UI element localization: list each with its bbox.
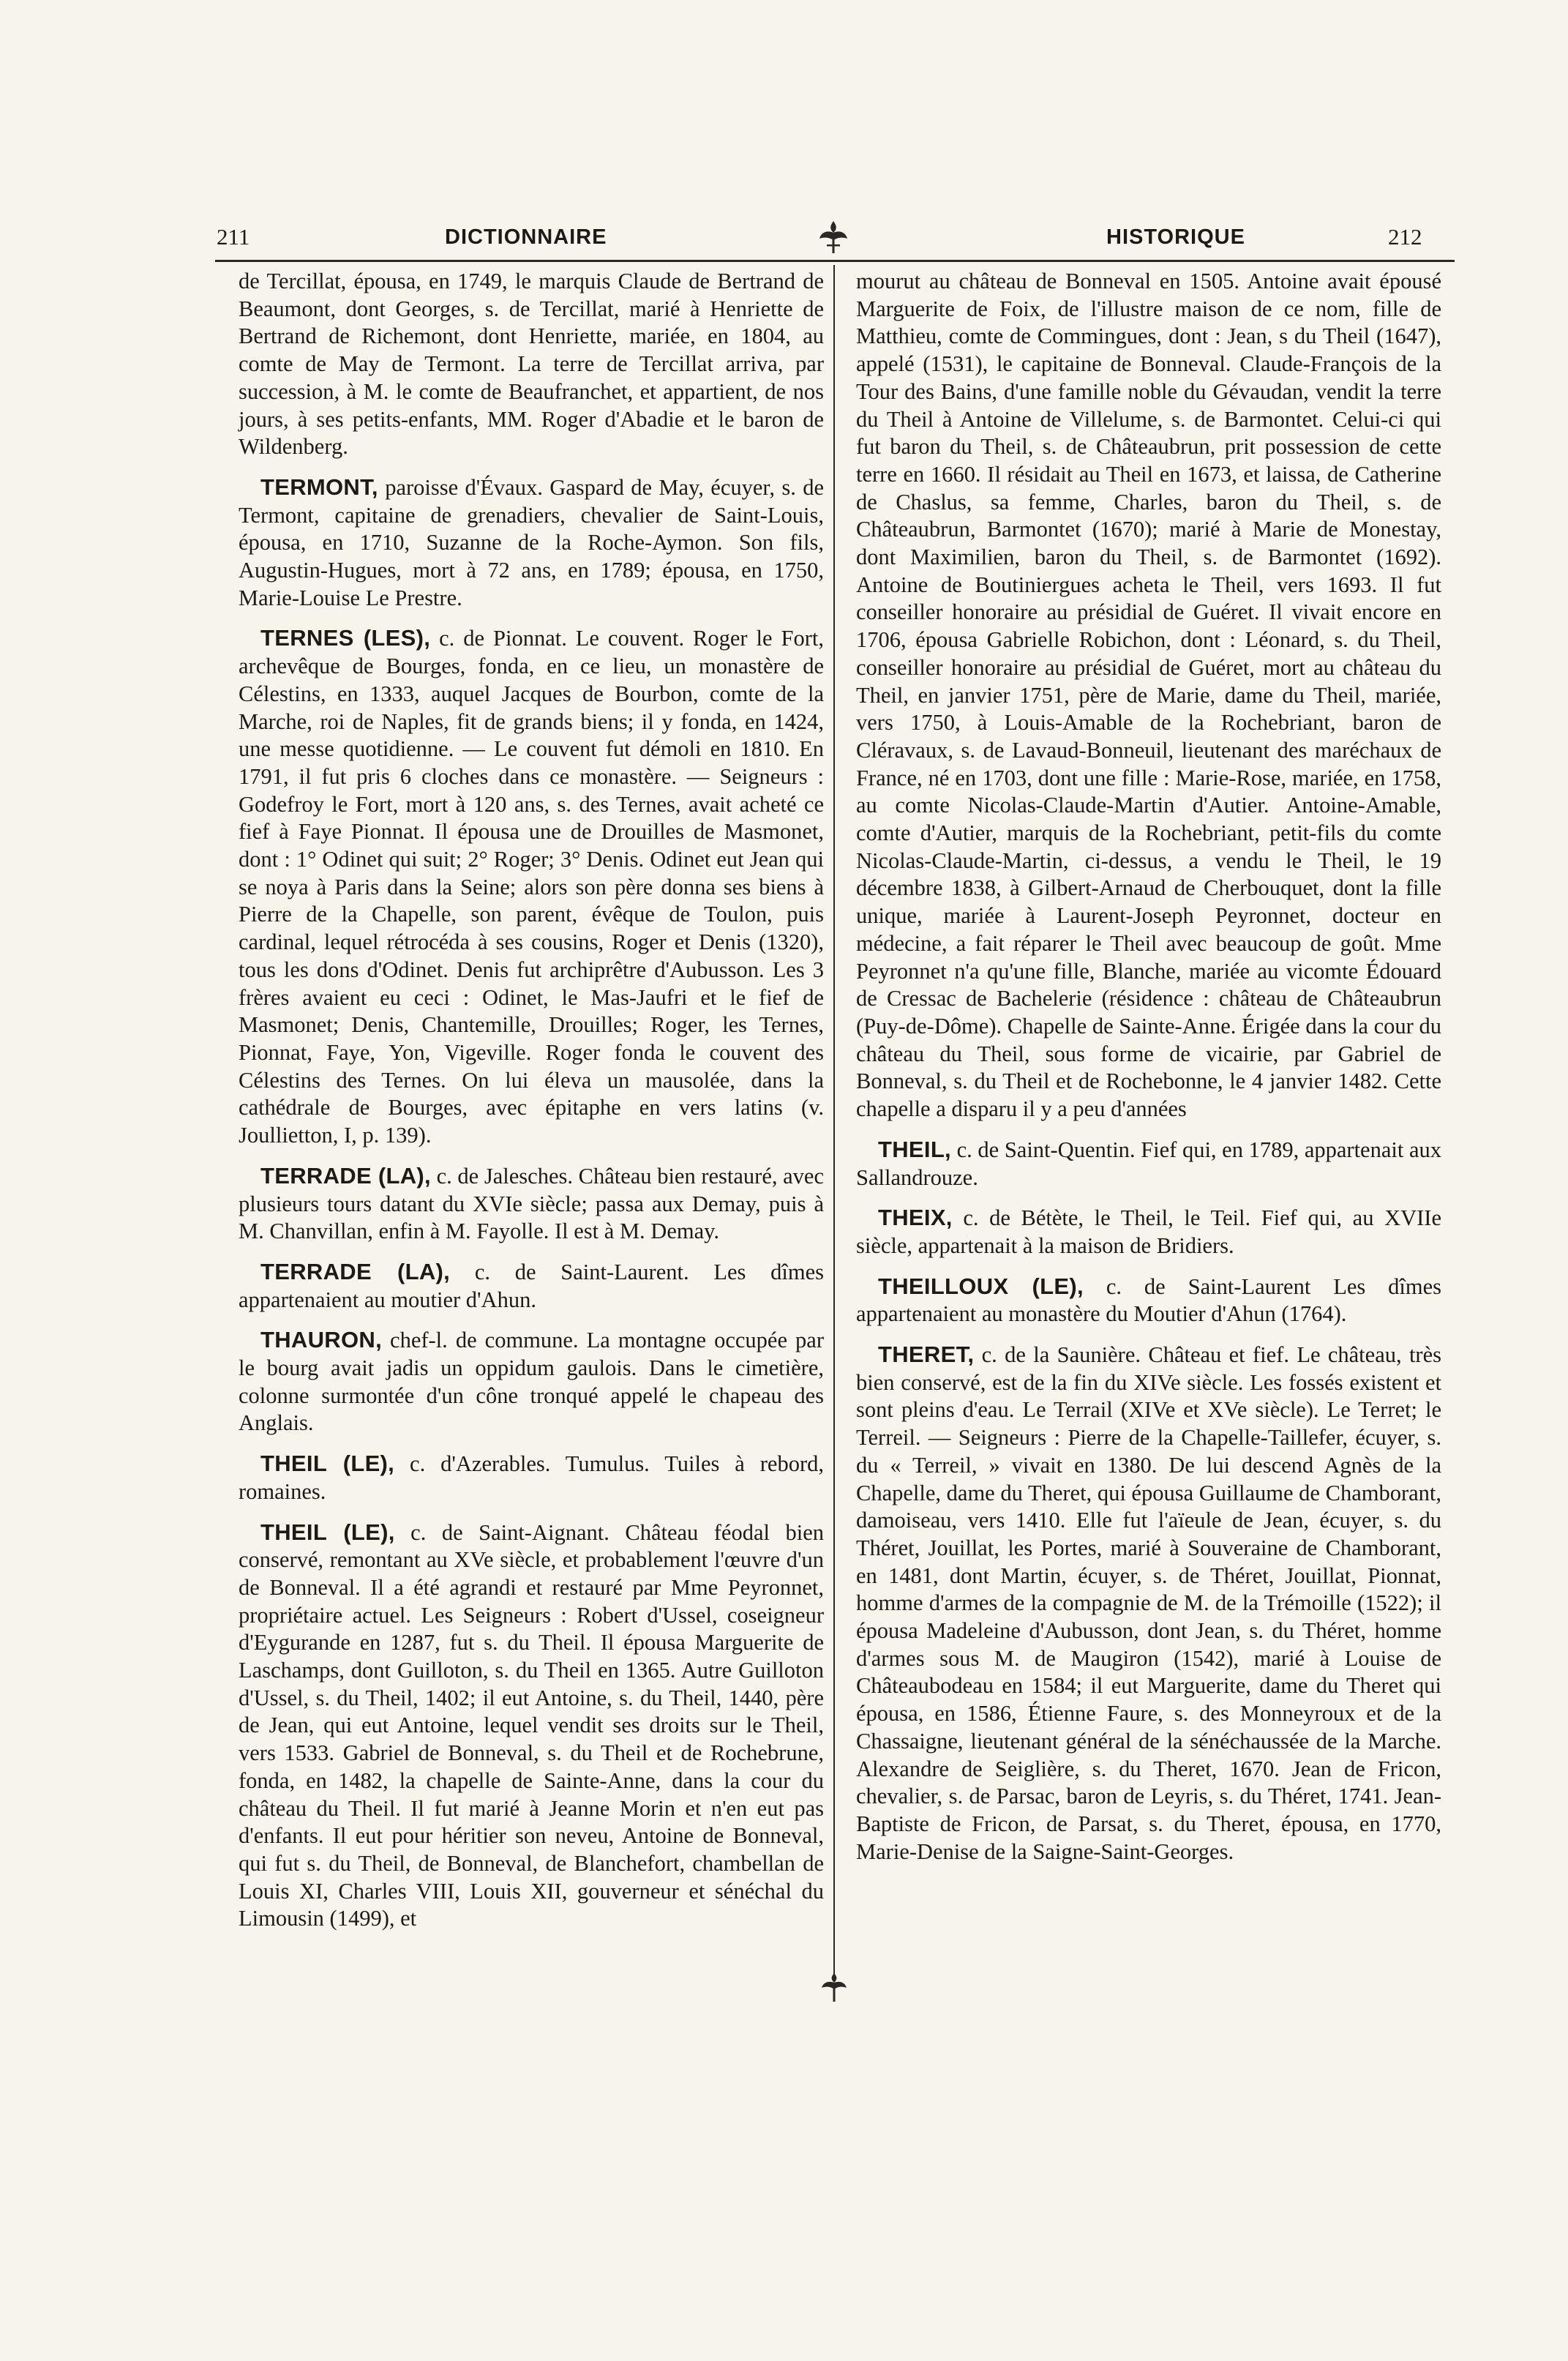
running-title-right: HISTORIQUE (1106, 225, 1245, 249)
entry-text: c. d'Azerables. Tumulus. Tuiles à rebord, romaines. (239, 1451, 824, 1504)
entry-headword: TERRADE (LA), (260, 1162, 431, 1189)
entry-text: mourut au château de Bonneval en 1505. Antoine avait épousé Marguerite de Foix, de l'illustre maison de ce nom, fille de Matthieu, comte de Commingues, dont : Jean, s du Theil (1647), appelé (1531), le capitaine de Bonneval. Claude-François de la Tour des Bains, d'une famille noble du Gévaudan, vendit la terre du Theil à Antoine de Villelume, s. de Barmontet. Celui-ci qui fut baron du Theil, s. de Châteaubrun, prit possession de cette terre en 1660. Il résidait au Theil en 1673, et laissa, de Catherine de Chaslus, sa femme, Charles, baron du Theil, s. de Châteaubrun, Barmontet (1670); marié à Marie de Monestay, dont Maximilien, baron du Theil, s. de Barmontet (1692). Antoine de Boutiniergues acheta le Theil, vers 1693. Il fut conseiller honoraire au présidial de Guéret. Il vivait encore en 1706, épousa Gabrielle Robichon, dont : Léonard, s. du Theil, conseiller honoraire au présidial de Guéret, mort au château du Theil, en janvier 1751, père de Marie, dame du Theil, mariée, vers 1750, à Louis-Amable de la Rochebriant, baron de Cléravaux, s. de Lavaud-Bonneuil, lieutenant des maréchaux de France, né en 1703, dont une fille : Marie-Rose, mariée, en 1758, au comte Nicolas-Claude-Martin d'Autier. Antoine-Amable, comte d'Autier, marquis de la Rochebriant, petit-fils du comte Nicolas-Claude-Martin, ci-dessus, a vendu le Theil, le 19 décembre 1838, à Gilbert-Arnaud de Cherbouquet, dont la fille unique, mariée à Laurent-Joseph Peyronnet, docteur en médecine, a fait réparer le Theil avec beaucoup de goût. Mme Peyronnet n'a qu'une fille, Blanche, mariée au vicomte Édouard de Cressac de Bachelerie (résidence : château de Châteaubrun (Puy-de-Dôme). Chapelle de Sainte-Anne. Érigée dans la cour du château du Theil, sous forme de vicairie, par Gabriel de Bonneval, s. du Theil et de Rochebonne, le 4 janvier 1482. Cette chapelle a disparu il y a peu d'années (856, 269, 1441, 1122)
entry-headword: TERMONT, (260, 474, 378, 500)
entry-headword: THEILLOUX (LE), (878, 1273, 1084, 1299)
dictionary-entry (239, 1450, 824, 1505)
entry-text: chef-l. de commune. La montagne occupée par le bourg avait jadis un oppidum gaulois. Dans le cimetière, colonne surmontée d'un cône tronqué appelé le chapeau des Anglais. (239, 1328, 824, 1436)
entry-headword: TERNES (LES), (260, 625, 431, 651)
entry-headword: THEIL (LE), (260, 1519, 395, 1545)
dictionary-entry (856, 1136, 1441, 1191)
entry-text: c. de Pionnat. Le couvent. Roger le Fort, archevêque de Bourges, fonda, en ce lieu, un monastère de Célestins, en 1333, auquel Jacques de Bourbon, comte de la Marche, roi de Naples, fit de grands biens; il y fonda, en 1424, une messe quotidienne. — Le couvent fut démoli en 1810. En 1791, il fut pris 6 cloches dans ce monastère. — Seigneurs : Godefroy le Fort, mort à 120 ans, s. des Ternes, avait acheté ce fief à Faye Pionnat. Il épousa une de Drouilles de Masmonet, dont : 1° Odinet qui suit; 2° Roger; 3° Denis. Odinet eut Jean qui se noya à Paris dans la Seine; alors son père donna ses biens à Pierre de la Chapelle, son parent, évêque de Toulon, puis cardinal, lequel rétrocéda à ses cousins, Roger et Denis (1320), tous les dons d'Odinet. Denis fut archiprêtre d'Aubusson. Les 3 frères avaient eu ceci : Odinet, le Mas-Jaufri et le fief de Masmonet; Denis, Chantemille, Drouilles; Roger, les Ternes, Pionnat, Faye, Yon, Vigeville. Roger fonda le couvent des Célestins des Ternes. On lui éleva un mausolée, dans la cathédrale de Bourges, avec épitaphe en vers latins (v. Joullietton, I, p. 139). (239, 626, 825, 1148)
column-divider (833, 265, 835, 1980)
entry-headword: THEIX, (878, 1205, 953, 1231)
entry-text: c. de Bétète, le Theil, le Teil. Fief qui, au XVIIe siècle, appartenait à la maison de Bridiers. (856, 1205, 1441, 1258)
entry-text: c. de Saint-Laurent Les dîmes appartenaient au monastère du Moutier d'Ahun (1764). (856, 1273, 1441, 1327)
entry-headword: THERET, (878, 1342, 975, 1368)
entry-headword: THAURON, (260, 1327, 382, 1353)
dictionary-entry (239, 1162, 824, 1246)
dictionary-entry (856, 1341, 1441, 1866)
page-number-right: 212 (1388, 224, 1422, 250)
dictionary-entry (239, 1258, 824, 1314)
entry-headword: THEIL (LE), (260, 1451, 395, 1477)
dictionary-entry (239, 624, 824, 1149)
header-rule (215, 260, 1455, 262)
bottom-fleuron-icon (819, 1970, 849, 2004)
entry-text: c. de Saint-Aignant. Château féodal bien conservé, remontant au XVe siècle, et probablement l'œuvre d'un de Bonneval. Il a été agrandi et restauré par Mme Peyronnet, propriétaire actuel. Les Seigneurs : Robert d'Ussel, coseigneur d'Eygurande en 1287, fut s. du Theil. Il épousa Marguerite de Laschamps, dont Guilloton, s. du Theil en 1365. Autre Guilloton d'Ussel, s. du Theil, 1402; il eut Antoine, s. du Theil, 1440, père de Jean, qui eut Antoine, lequel vendit ses droits sur le Theil, vers 1533. Gabriel de Bonneval, s. du Theil et de Rochebrune, fonda, en 1482, la chapelle de Sainte-Anne, dans la cour du château du Theil. Il fut marié à Jeanne Morin et n'en eut pas d'enfants. Il eut pour héritier son neveu, Antoine de Bonneval, qui fut s. du Theil, de Bonneval, de Blanchefort, chambellan de Louis XI, Charles VIII, Louis XII, gouverneur et sénéchal du Limousin (1499), et (239, 1519, 824, 1931)
dictionary-entry (856, 268, 1441, 1123)
fleuron-icon (817, 218, 850, 256)
dictionary-entry (856, 1204, 1441, 1260)
page-number-left: 211 (217, 224, 250, 250)
entry-text: c. de la Saunière. Château et fief. Le château, très bien conservé, est de la fin du XIVe siècle. Les fossés existent et sont pleins d'eau. Le Terrail (XIVe et XVe siècle). Le Terret; le Terreil. — Seigneurs : Pierre de la Chapelle-Taillefer, écuyer, s. du « Terreil, » vivait en 1380. De lui descend Agnès de la Chapelle, dame du Theret, qui épousa Guillaume de Chamborant, damoiseau, vers 1410. Elle fut l'aïeule de Jean, écuyer, s. du Théret, Jouillat, les Portes, marié à Souveraine de Chamborant, en 1481, dont Martin, écuyer, s. de Théret, Jouillat, Pionnat, homme d'armes de la compagnie de M. de la Trémoille (1522); il épousa Madeleine d'Aubusson, dont Jean, s. du Théret, homme d'armes sous M. de Maugiron (1542), marié à Louise de Châteaubodeau en 1584; il eut Marguerite, dame du Theret qui épousa, en 1586, Étienne Faure, s. des Monneyroux et de la Chassaigne, lieutenant général de la sénéchaussée de la Marche. Alexandre de Seiglière, s. du Theret, 1670. Jean de Fricon, chevalier, s. de Parsac, baron de Leyris, s. du Théret, 1741. Jean-Baptiste de Fricon, de Parsat, s. du Theret, épousa, en 1770, Marie-Denise de la Saigne-Saint-Georges. (856, 1342, 1441, 1864)
dictionary-entry (239, 1326, 824, 1437)
left-column (239, 268, 824, 1945)
dictionary-entry (239, 474, 824, 613)
entry-text: c. de Jalesches. Château bien restauré, avec plusieurs tours datant du XVIe siècle; passa aux Demay, puis à M. Chanvillan, enfin à M. Fayolle. Il est à M. Demay. (239, 1163, 825, 1244)
entry-headword: TERRADE (LA), (260, 1258, 451, 1284)
entry-text: paroisse d'Évaux. Gaspard de May, écuyer, s. de Termont, capitaine de grenadiers, chevalier de Saint-Louis, épousa, en 1710, Suzanne de la Roche-Aymon. Son fils, Augustin-Hugues, mort à 72 ans, en 1789; épousa, en 1750, Marie-Louise Le Prestre. (239, 474, 824, 610)
running-title-left: DICTIONNAIRE (445, 225, 607, 249)
entry-text: de Tercillat, épousa, en 1749, le marquis Claude de Bertrand de Beaumont, dont Georges, s. de Tercillat, marié à Henriette de Bertrand de Richemont, dont Henriette, mariée, en 1804, au comte de May de Termont. La terre de Tercillat arriva, par succession, à M. le comte de Beaufranchet, et appartient, de nos jours, à ses petits-enfants, MM. Roger d'Abadie et le baron de Wildenberg. (239, 269, 824, 460)
right-column (856, 268, 1441, 1878)
entry-text: c. de Saint-Laurent. Les dîmes appartenaient au moutier d'Ahun. (239, 1259, 824, 1312)
dictionary-entry (856, 1273, 1441, 1328)
entry-text: c. de Saint-Quentin. Fief qui, en 1789, appartenait aux Sallandrouze. (856, 1137, 1441, 1190)
entry-headword: THEIL, (878, 1136, 951, 1162)
dictionary-entry (239, 268, 824, 461)
dictionary-entry (239, 1519, 824, 1934)
